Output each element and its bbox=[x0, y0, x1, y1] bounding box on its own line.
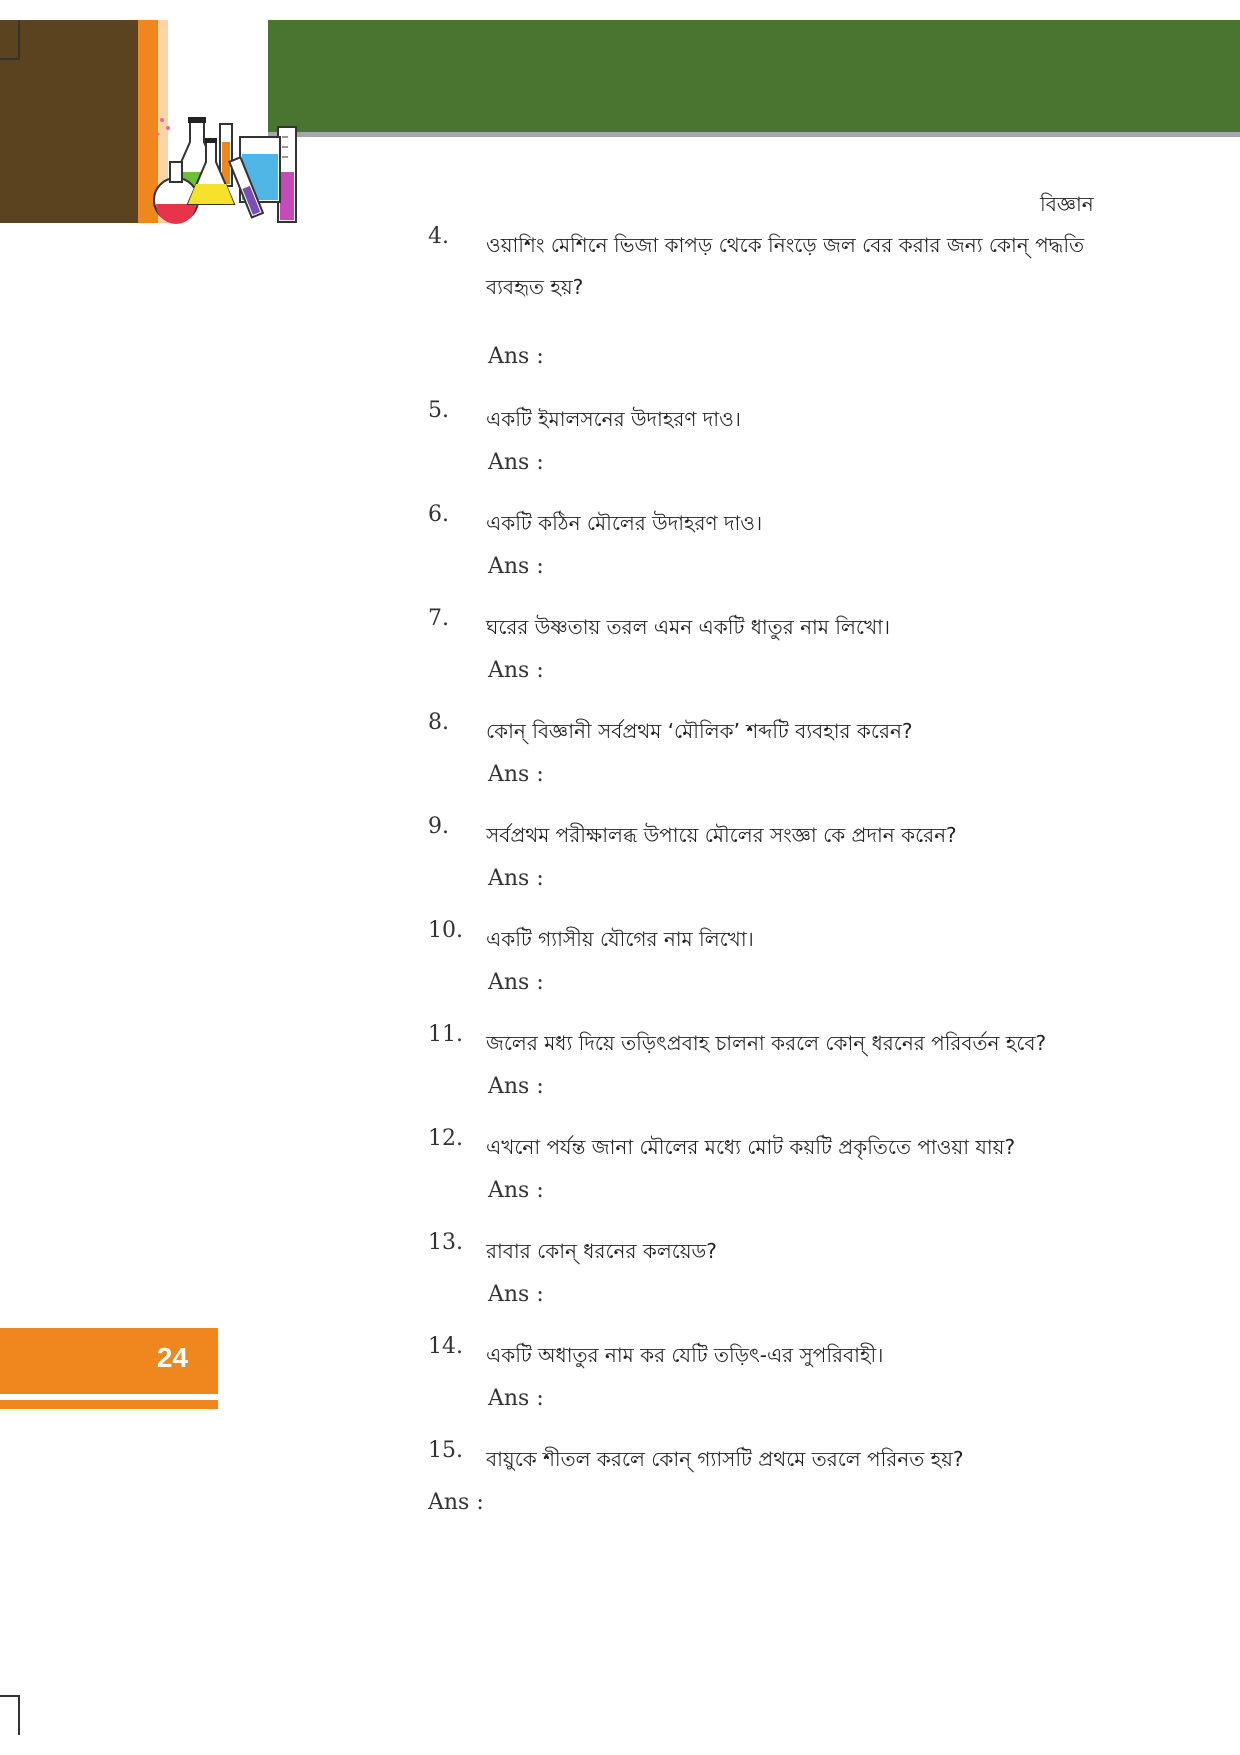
header-banner-shadow bbox=[268, 132, 1240, 137]
answer-label: Ans : bbox=[488, 1282, 544, 1307]
lab-glassware-icon bbox=[148, 112, 308, 227]
question-text: সর্বপ্রথম পরীক্ষালব্ধ উপায়ে মৌলের সংজ্ঞা কে প্রদান করেন? bbox=[486, 823, 957, 847]
subject-title: বিজ্ঞান bbox=[1040, 192, 1094, 216]
answer-label: Ans : bbox=[488, 554, 544, 579]
answer-label: Ans : bbox=[488, 762, 544, 787]
header-green-banner bbox=[268, 20, 1240, 132]
page-tab-underline bbox=[0, 1400, 218, 1409]
question-text: কোন্ বিজ্ঞানী সর্বপ্রথম ‘মৌলিক’ শব্দটি ব্যবহার করেন? bbox=[486, 719, 913, 743]
question-text: একটি অধাতুর নাম কর যেটি তড়িৎ-এর সুপরিবাহী। bbox=[486, 1343, 884, 1367]
answer-label: Ans : bbox=[488, 1178, 544, 1203]
crop-mark-bottom-h bbox=[0, 1695, 20, 1697]
question-number: 4. bbox=[428, 224, 449, 249]
question-number: 10. bbox=[428, 918, 463, 943]
page-number-tab bbox=[0, 1328, 218, 1394]
question-text: ঘরের উষ্ণতায় তরল এমন একটি ধাতুর নাম লিখো। bbox=[486, 615, 891, 639]
question-number: 7. bbox=[428, 606, 449, 631]
answer-label: Ans : bbox=[488, 450, 544, 475]
answer-label: Ans : bbox=[428, 1490, 484, 1515]
answer-label: Ans : bbox=[488, 658, 544, 683]
question-number: 6. bbox=[428, 502, 449, 527]
crop-mark-top bbox=[18, 20, 20, 58]
question-number: 13. bbox=[428, 1230, 463, 1255]
question-number: 14. bbox=[428, 1334, 463, 1359]
answer-label: Ans : bbox=[488, 344, 544, 369]
question-text: একটি গ্যাসীয় যৌগের নাম লিখো। bbox=[486, 927, 754, 951]
question-number: 15. bbox=[428, 1438, 463, 1463]
crop-mark-bottom bbox=[18, 1695, 20, 1735]
question-text: একটি ইমালসনের উদাহরণ দাও। bbox=[486, 407, 741, 431]
question-text: বায়ুকে শীতল করলে কোন্ গ্যাসটি প্রথমে তরলে পরিনত হয়? bbox=[486, 1447, 964, 1471]
crop-mark-top-h bbox=[0, 58, 20, 60]
question-text: জলের মধ্য দিয়ে তড়িৎপ্রবাহ চালনা করলে কোন্ ধরনের পরিবর্তন হবে? bbox=[486, 1031, 1047, 1055]
question-number: 11. bbox=[428, 1022, 463, 1047]
page-number: 24 bbox=[156, 1342, 188, 1373]
question-text: একটি কঠিন মৌলের উদাহরণ দাও। bbox=[486, 511, 763, 535]
question-text: এখনো পর্যন্ত জানা মৌলের মধ্যে মোট কয়টি প্রকৃতিতে পাওয়া যায়? bbox=[486, 1135, 1016, 1159]
answer-label: Ans : bbox=[488, 1386, 544, 1411]
question-number: 9. bbox=[428, 814, 449, 839]
answer-label: Ans : bbox=[488, 970, 544, 995]
answer-label: Ans : bbox=[488, 1074, 544, 1099]
question-text: রাবার কোন্ ধরনের কলয়েড? bbox=[486, 1239, 717, 1263]
question-text: ওয়াশিং মেশিনে ভিজা কাপড় থেকে নিংড়ে জল বের করার জন্য কোন্ পদ্ধতি ব্যবহৃত হয়? bbox=[486, 233, 1085, 299]
answer-label: Ans : bbox=[488, 866, 544, 891]
question-number: 5. bbox=[428, 398, 449, 423]
header-brown-block bbox=[0, 20, 138, 223]
question-number: 12. bbox=[428, 1126, 463, 1151]
question-number: 8. bbox=[428, 710, 449, 735]
